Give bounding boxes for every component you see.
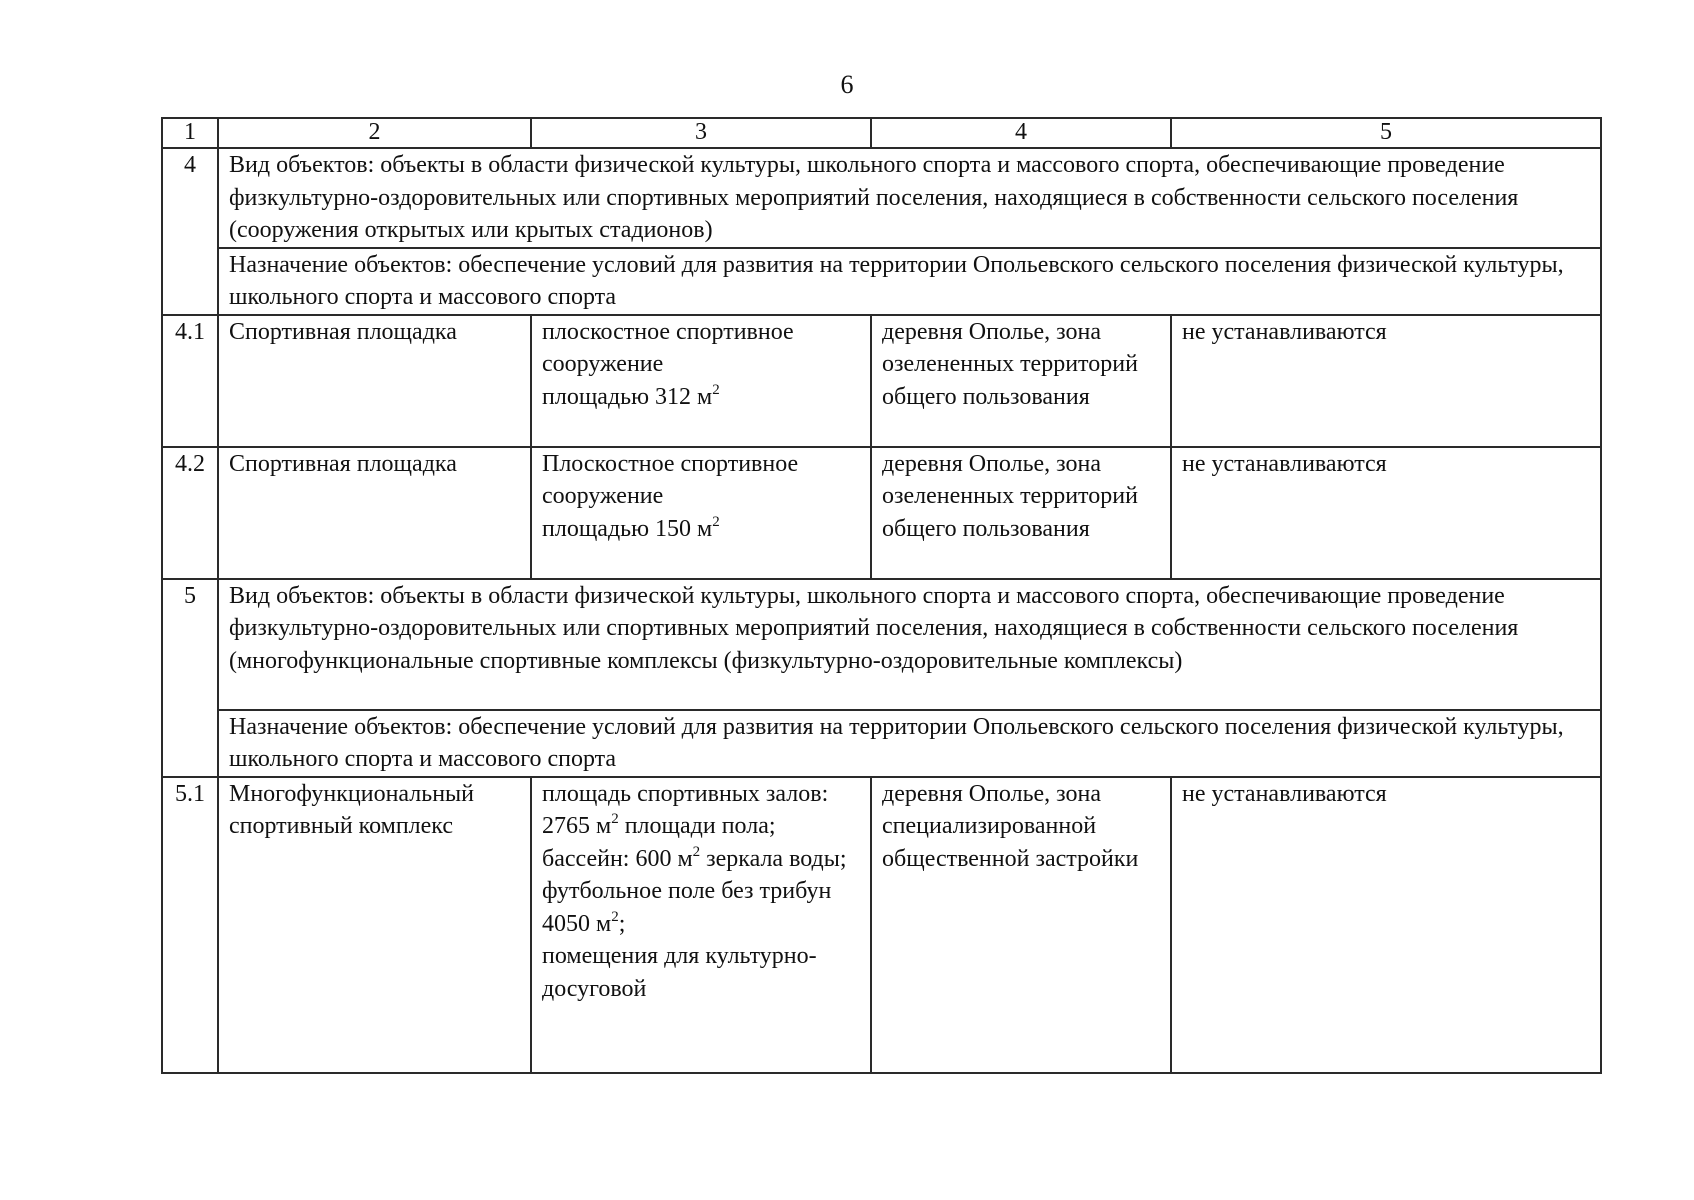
superscript: 2 bbox=[611, 811, 619, 827]
object-name: Спортивная площадка bbox=[218, 315, 531, 447]
column-header: 2 bbox=[218, 118, 531, 148]
row-number: 4.1 bbox=[162, 315, 218, 447]
superscript: 2 bbox=[712, 381, 720, 398]
zones-text: не устанавливаются bbox=[1171, 777, 1601, 1073]
description-text: плоскостное спортивное сооружение bbox=[542, 318, 794, 377]
column-header: 3 bbox=[531, 118, 871, 148]
object-purpose: Назначение объектов: обеспечение условий для развития на территории Опольевского сельского поселения физической культуры, школьного спорта и массового спорта bbox=[218, 710, 1601, 777]
page-number: 6 bbox=[840, 70, 854, 99]
group-row bbox=[162, 579, 1601, 710]
group-row bbox=[162, 248, 1601, 315]
object-name: Многофункциональный спортивный комплекс bbox=[218, 777, 531, 1073]
table-row bbox=[162, 447, 1601, 579]
group-row bbox=[162, 148, 1601, 248]
object-kind: Вид объектов: объекты в области физической культуры, школьного спорта и массового спорта, обеспечивающие проведение физкультурно-оздоровительных или спортивных мероприятий поселения, находящиеся в собственности сельского поселения (сооружения открытых или крытых стадионов) bbox=[218, 148, 1601, 248]
superscript: 2 bbox=[692, 843, 701, 860]
table-row bbox=[162, 315, 1601, 447]
description-text: площади пола; bbox=[618, 813, 776, 839]
row-number: 4.2 bbox=[162, 447, 218, 579]
group-number: 5 bbox=[162, 579, 218, 777]
objects-table bbox=[161, 117, 1602, 1074]
column-header: 5 bbox=[1171, 118, 1601, 148]
group-number: 4 bbox=[162, 148, 218, 315]
description-text: площадью 312 м bbox=[542, 383, 713, 410]
zones-text: не устанавливаются bbox=[1171, 447, 1601, 579]
description-text: помещения для культурно-досуговой bbox=[542, 943, 817, 1002]
description-text: футбольное поле без трибун 4050 м bbox=[542, 878, 832, 937]
object-description bbox=[531, 447, 871, 579]
column-header: 4 bbox=[871, 118, 1171, 148]
object-location: деревня Ополье, зона специализированной общественной застройки bbox=[871, 777, 1171, 1073]
description-text: Плоскостное спортивное сооружение bbox=[542, 450, 799, 509]
description-text: зеркала воды; bbox=[700, 845, 847, 872]
row-number: 5.1 bbox=[162, 777, 218, 1073]
object-kind: Вид объектов: объекты в области физической культуры, школьного спорта и массового спорта, обеспечивающие проведение физкультурно-оздоровительных или спортивных мероприятий поселения, находящиеся в собственности сельского поселения (многофункциональные спортивные комплексы (физкультурно-оздоровительные комплексы) bbox=[218, 579, 1601, 710]
object-purpose: Назначение объектов: обеспечение условий для развития на территории Опольевского сельского поселения физической культуры, школьного спорта и массового спорта bbox=[218, 248, 1601, 315]
object-location: деревня Ополье, зона озелененных территорий общего пользования bbox=[871, 447, 1171, 579]
object-location: деревня Ополье, зона озелененных территорий общего пользования bbox=[871, 315, 1171, 447]
object-description bbox=[531, 777, 871, 1073]
zones-text: не устанавливаются bbox=[1171, 315, 1601, 447]
group-row bbox=[162, 710, 1601, 777]
superscript: 2 bbox=[712, 513, 720, 530]
object-description bbox=[531, 315, 871, 447]
column-header: 1 bbox=[162, 118, 218, 148]
table-row bbox=[162, 777, 1601, 1073]
description-text: площадью 150 м bbox=[542, 515, 713, 542]
description-text: площадь спортивных залов: 2765 м bbox=[542, 780, 829, 839]
superscript: 2 bbox=[611, 908, 619, 925]
description-text: бассейн: 600 м bbox=[542, 845, 693, 872]
description-text: ; bbox=[618, 910, 626, 937]
header-row bbox=[162, 118, 1601, 148]
object-name: Спортивная площадка bbox=[218, 447, 531, 579]
